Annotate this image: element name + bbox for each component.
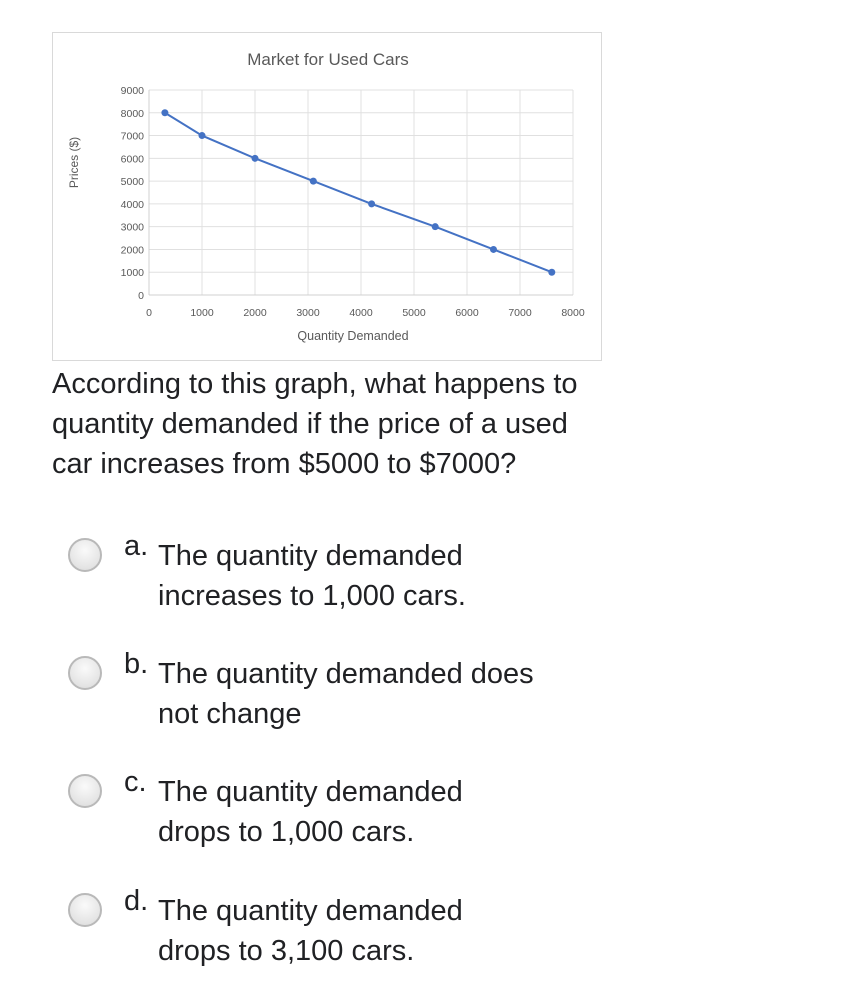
x-tick-label: 8000 (561, 307, 585, 319)
option-c-text: The quantity demanded drops to 1,000 cars. (158, 776, 463, 848)
option-a-letter: a. (124, 530, 149, 562)
x-tick-label: 0 (146, 307, 152, 319)
option-b-text: The quantity demanded does not change (158, 658, 534, 730)
chart-frame (52, 32, 602, 361)
data-point (368, 200, 375, 207)
x-tick-label: 3000 (296, 307, 320, 319)
y-tick-label: 0 (138, 290, 144, 302)
x-tick-label: 5000 (402, 307, 426, 319)
data-point (490, 246, 497, 253)
x-tick-label: 4000 (349, 307, 373, 319)
option-a[interactable] (68, 530, 628, 626)
y-tick-label: 2000 (120, 244, 144, 257)
option-d[interactable] (68, 885, 628, 981)
option-d-letter: d. (124, 885, 149, 917)
x-tick-label: 1000 (190, 307, 214, 319)
radio-option-c[interactable] (68, 774, 102, 808)
demand-chart (53, 33, 603, 362)
option-a-text: The quantity demanded increases to 1,000 cars. (158, 540, 466, 612)
y-tick-label: 3000 (120, 221, 144, 234)
data-point (161, 109, 168, 116)
y-tick-label: 6000 (120, 153, 144, 166)
radio-option-b[interactable] (68, 656, 102, 690)
data-point (252, 155, 259, 162)
data-point (199, 132, 206, 139)
radio-option-d[interactable] (68, 893, 102, 927)
radio-option-a[interactable] (68, 538, 102, 572)
y-tick-label: 9000 (120, 85, 144, 97)
y-tick-label: 5000 (120, 176, 144, 189)
option-c-letter: c. (124, 766, 147, 798)
data-point (432, 223, 439, 230)
y-tick-label: 1000 (120, 267, 144, 280)
y-tick-label: 4000 (120, 198, 144, 211)
x-tick-label: 6000 (455, 307, 479, 319)
question-text: According to this graph, what happens to quantity demanded if the price of a used car increases from $5000 to $7000? (52, 368, 578, 480)
option-b[interactable] (68, 648, 628, 744)
x-tick-label: 7000 (508, 307, 532, 319)
y-tick-label: 8000 (120, 107, 144, 120)
data-point (310, 178, 317, 185)
y-tick-label: 7000 (120, 130, 144, 143)
y-axis-label: Prices ($) (67, 136, 81, 189)
option-c[interactable] (68, 766, 628, 862)
data-point (548, 269, 555, 276)
x-axis-label: Quantity Demanded (297, 329, 409, 343)
option-d-text: The quantity demanded drops to 3,100 cars. (158, 895, 463, 967)
chart-title: Market for Used Cars (247, 50, 409, 69)
option-b-letter: b. (124, 648, 149, 680)
x-tick-label: 2000 (243, 307, 267, 319)
